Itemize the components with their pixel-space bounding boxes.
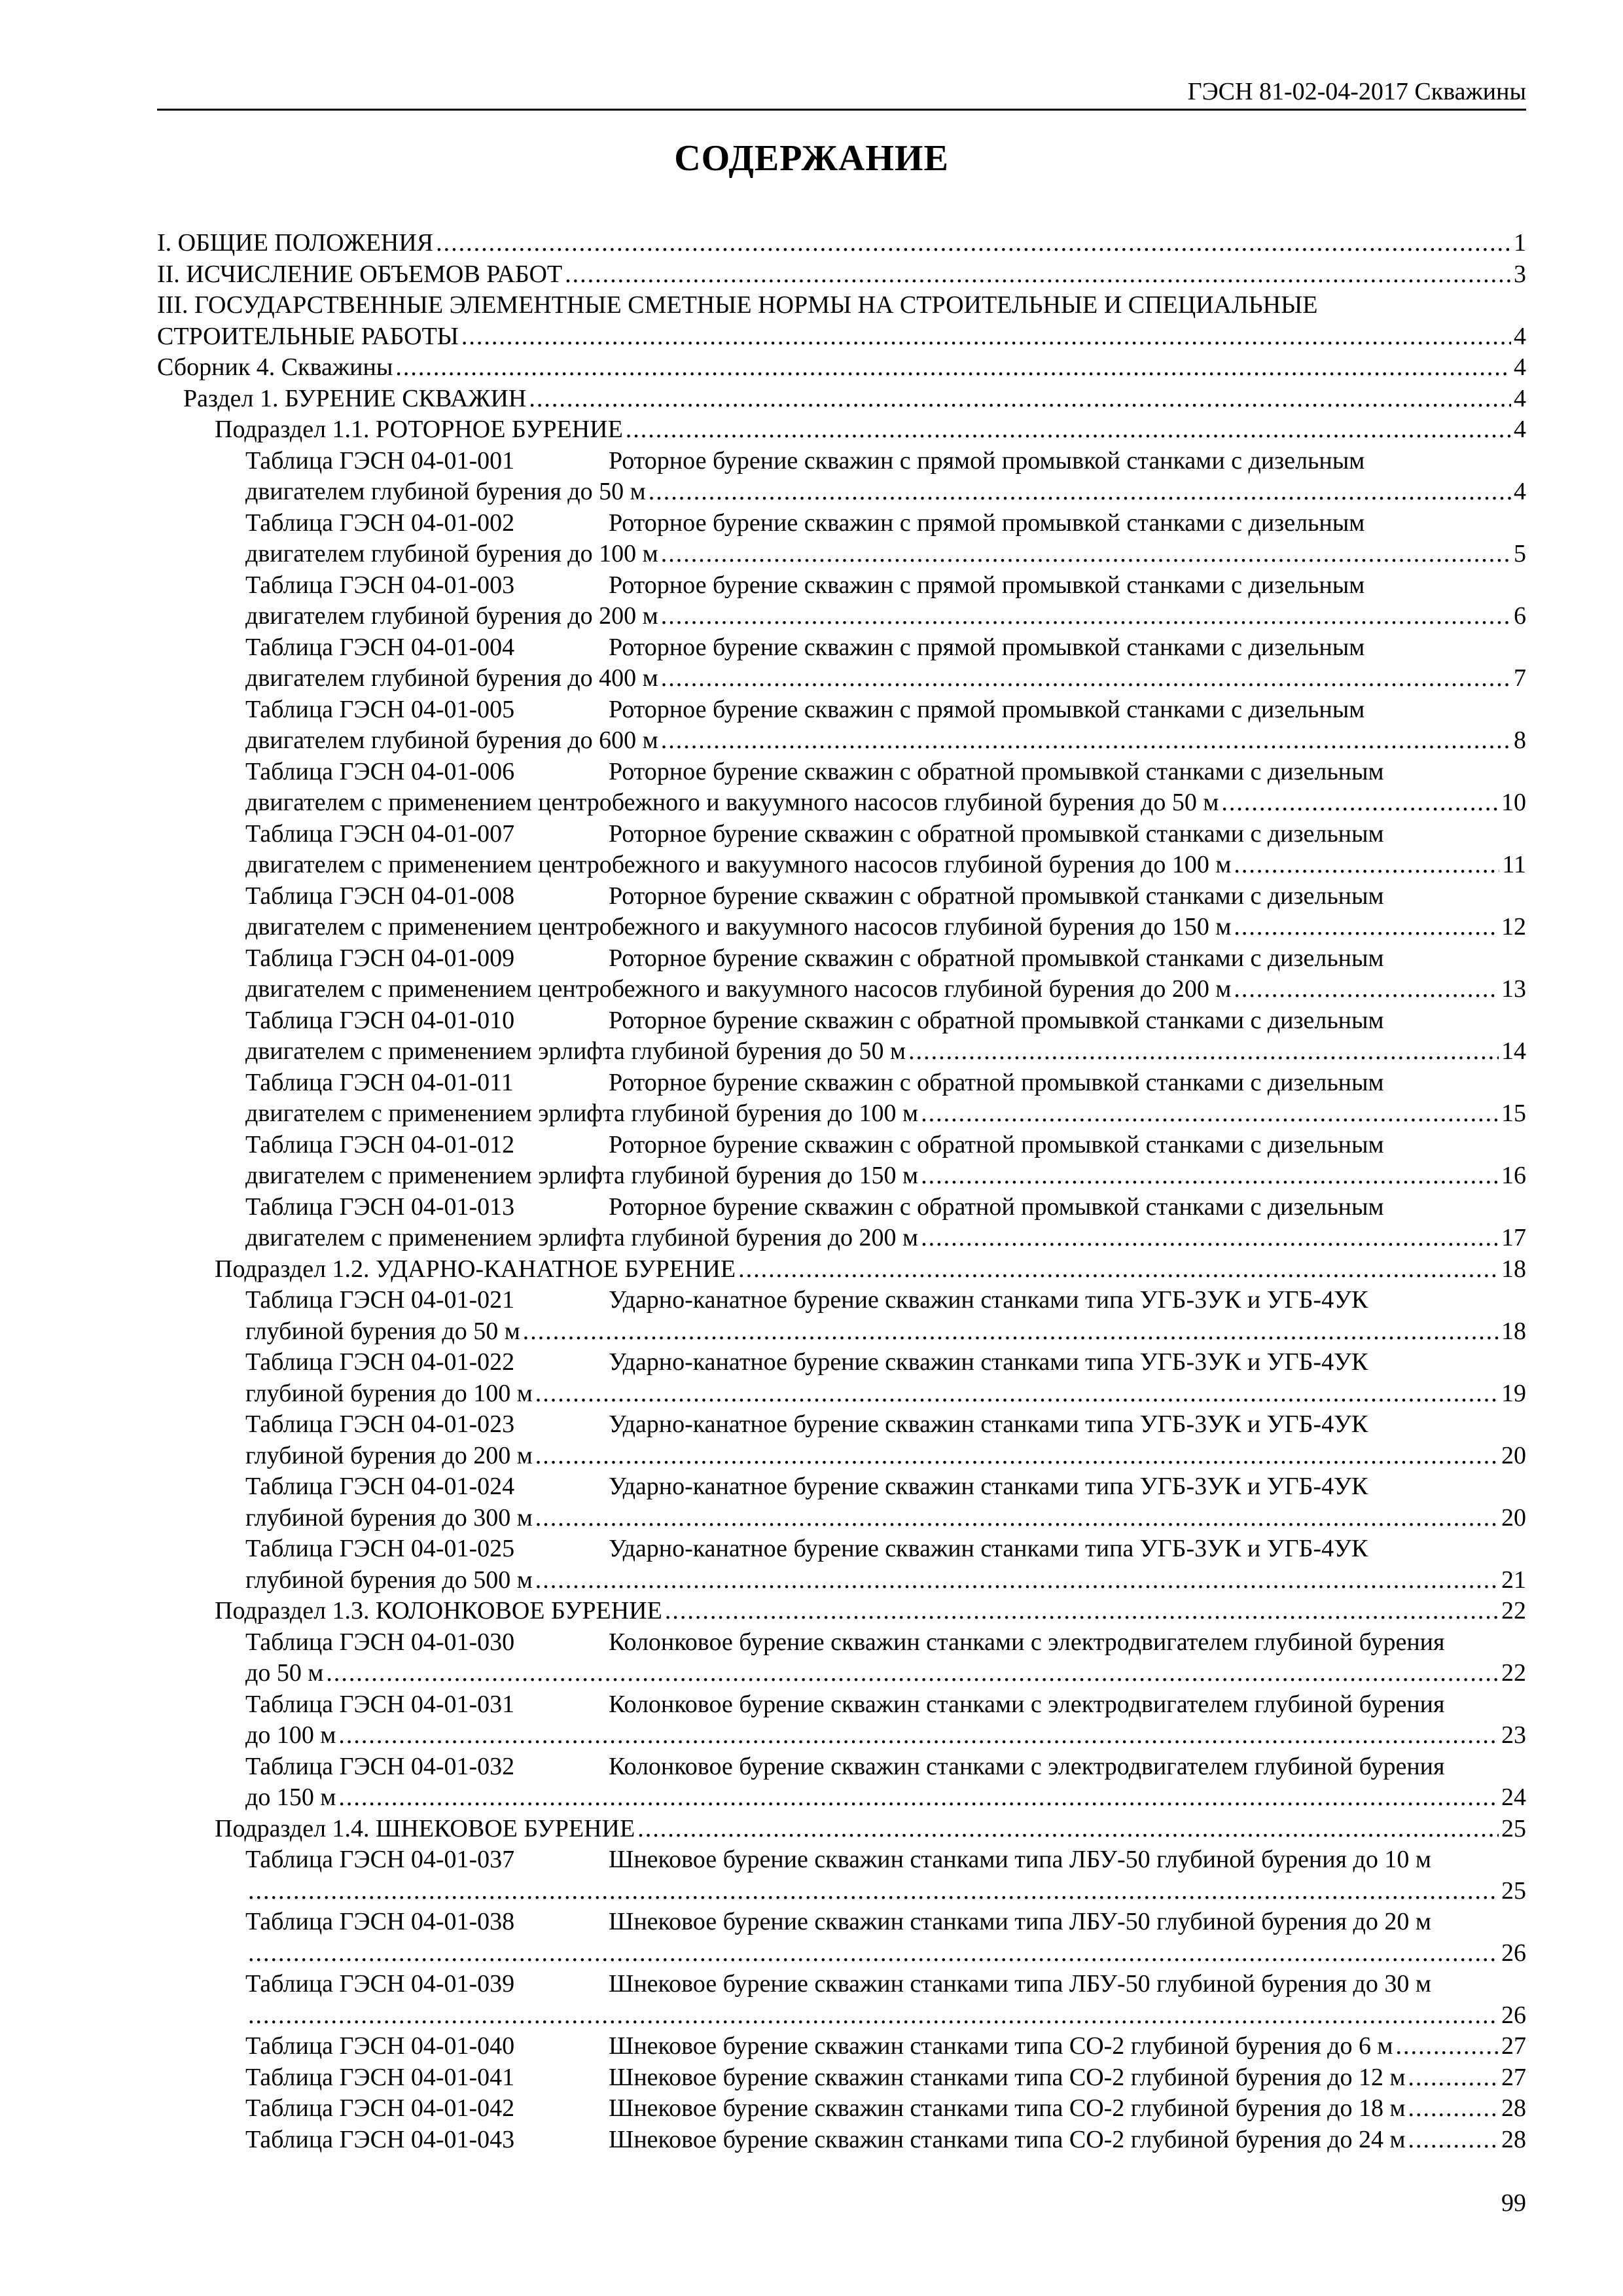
toc-row [245, 1658, 1526, 1689]
toc-page-number: 16 [1501, 1162, 1526, 1189]
toc-page-number: 11 [1502, 851, 1526, 878]
toc-entry-title [245, 1689, 1526, 1721]
table-of-contents [157, 228, 1526, 2155]
toc-entry-title [245, 1534, 1526, 1565]
dot-leader [661, 539, 1511, 570]
toc-entry-continuation: двигателем глубиной бурения до 100 м [245, 540, 658, 567]
dot-leader [248, 1938, 1499, 1969]
toc-entry-title [245, 2062, 1406, 2094]
toc-row [245, 1378, 1526, 1410]
toc-row [245, 787, 1526, 819]
toc-table-description: Роторное бурение скважин с обратной промывкой станками с дизельным [609, 1068, 1384, 1096]
dot-leader [1234, 912, 1499, 943]
toc-entry[interactable] [157, 757, 1526, 819]
toc-entry[interactable] [157, 1409, 1526, 1471]
toc-page-number: 18 [1501, 1317, 1526, 1345]
toc-entry-title [245, 1347, 1526, 1378]
toc-entry-continuation: двигателем с применением эрлифта глубиной бурения до 200 м [245, 1224, 919, 1251]
toc-entry[interactable] [157, 1130, 1526, 1192]
toc-table-code: Таблица ГЭСН 04-01-025 [245, 1535, 515, 1562]
toc-entry-title [245, 1471, 1526, 1503]
toc-table-description: Шнековое бурение скважин станками типа ЛБУ-50 глубиной бурения до 10 м [609, 1846, 1431, 1873]
toc-page-number: 18 [1501, 1255, 1526, 1283]
toc-entry-title: I. ОБЩИЕ ПОЛОЖЕНИЯ [157, 229, 434, 257]
toc-table-code: Таблица ГЭСН 04-01-003 [245, 571, 515, 599]
toc-table-code: Таблица ГЭСН 04-01-022 [245, 1348, 515, 1376]
toc-entry-title: III. ГОСУДАРСТВЕННЫЕ ЭЛЕМЕНТНЫЕ СМЕТНЫЕ НОРМЫ НА СТРОИТЕЛЬНЫЕ И СПЕЦИАЛЬНЫЕ [157, 291, 1318, 319]
toc-entry-continuation: двигателем с применением центробежного и вакуумного насосов глубиной бурения до 200 м [245, 975, 1232, 1003]
toc-entry[interactable] [157, 352, 1526, 384]
toc-table-code: Таблица ГЭСН 04-01-007 [245, 819, 515, 848]
toc-row [215, 1596, 1526, 1627]
toc-page-number: 4 [1514, 384, 1526, 412]
toc-table-description: Шнековое бурение скважин станками типа ЛБУ-50 глубиной бурения до 30 м [609, 1970, 1431, 1998]
toc-entry-title [245, 1627, 1526, 1659]
toc-entry[interactable] [157, 1471, 1526, 1534]
toc-entry-title [245, 757, 1526, 788]
toc-page-number: 28 [1501, 2125, 1526, 2153]
toc-table-description: Ударно-канатное бурение скважин станками типа УГБ-3УК и УГБ-4УК [609, 1286, 1368, 1314]
toc-page-number: 25 [1501, 1814, 1526, 1842]
toc-table-code: Таблица ГЭСН 04-01-032 [245, 1752, 515, 1780]
toc-entry-title: Сборник 4. Скважины [157, 353, 393, 381]
toc-entry[interactable] [157, 1192, 1526, 1254]
toc-entry-title [245, 2031, 1393, 2062]
toc-row [245, 1316, 1526, 1348]
page-title: СОДЕРЖАНИЕ [674, 138, 949, 179]
toc-entry-title [245, 943, 1526, 975]
toc-table-code: Таблица ГЭСН 04-01-024 [245, 1473, 515, 1500]
toc-entry[interactable] [157, 384, 1526, 415]
toc-entry-title [245, 881, 1526, 912]
toc-table-code: Таблица ГЭСН 04-01-021 [245, 1286, 515, 1314]
toc-row [245, 601, 1526, 632]
toc-row [215, 1254, 1526, 1285]
toc-entry[interactable] [157, 1347, 1526, 1409]
toc-entry[interactable] [157, 1005, 1526, 1067]
toc-entry-continuation: до 150 м [245, 1784, 336, 1811]
header-title: ГЭСН 81-02-04-2017 Скважины [1187, 78, 1526, 105]
toc-row [183, 384, 1526, 415]
toc-entry[interactable] [157, 1969, 1526, 2031]
toc-table-description: Ударно-канатное бурение скважин станками типа УГБ-3УК и УГБ-4УК [609, 1348, 1368, 1376]
dot-leader [535, 1565, 1499, 1596]
toc-row [245, 974, 1526, 1005]
toc-entry[interactable] [157, 2062, 1526, 2094]
toc-entry-title [245, 446, 1526, 477]
toc-row [245, 725, 1526, 757]
toc-entry-title [245, 2125, 1406, 2156]
dot-leader [649, 476, 1511, 508]
toc-page-number: 5 [1514, 540, 1526, 567]
toc-entry-continuation: до 100 м [245, 1721, 336, 1749]
toc-row [245, 476, 1526, 508]
toc-entry-continuation: двигателем с применением эрлифта глубиной бурения до 100 м [245, 1100, 919, 1127]
toc-entry-continuation: двигателем с применением эрлифта глубиной бурения до 150 м [245, 1162, 919, 1189]
toc-page-number: 27 [1501, 2032, 1526, 2060]
dot-leader [523, 1316, 1499, 1348]
dot-leader [921, 1223, 1499, 1254]
toc-page-number: 22 [1501, 1659, 1526, 1687]
toc-entry[interactable] [157, 1907, 1526, 1969]
toc-table-code: Таблица ГЭСН 04-01-006 [245, 757, 515, 785]
running-header [157, 76, 1526, 111]
toc-page-number: 14 [1501, 1037, 1526, 1065]
dot-leader [661, 663, 1511, 694]
toc-table-description: Колонковое бурение скважин станками с электродвигателем глубиной бурения [609, 1628, 1445, 1656]
toc-entry-title [245, 1907, 1526, 1938]
toc-entry-title [245, 1751, 1526, 1783]
toc-entry-continuation: двигателем с применением центробежного и вакуумного насосов глубиной бурения до 50 м [245, 789, 1219, 816]
toc-table-description: Роторное бурение скважин с прямой промывкой станками с дизельным [609, 633, 1365, 661]
toc-entry[interactable] [157, 1814, 1526, 1845]
toc-table-code: Таблица ГЭСН 04-01-038 [245, 1908, 515, 1935]
toc-page-number: 26 [1501, 2001, 1526, 2029]
toc-entry[interactable] [157, 1844, 1526, 1907]
toc-page-number: 1 [1514, 229, 1526, 257]
toc-entry-continuation: глубиной бурения до 100 м [245, 1379, 533, 1407]
toc-page-number: 4 [1514, 416, 1526, 443]
dot-leader [395, 352, 1511, 384]
dot-leader [1221, 787, 1499, 819]
dot-leader [637, 1814, 1499, 1845]
toc-entry-title [245, 1067, 1526, 1099]
toc-entry-title [245, 1130, 1526, 1161]
toc-entry-title [245, 819, 1526, 850]
dot-leader [338, 1720, 1499, 1751]
toc-table-description: Шнековое бурение скважин станками типа СО-2 глубиной бурения до 6 м [609, 2032, 1393, 2060]
toc-entry-title: Подраздел 1.4. ШНЕКОВОЕ БУРЕНИЕ [215, 1814, 635, 1842]
dot-leader [1396, 2031, 1499, 2062]
toc-entry-title [245, 1409, 1526, 1441]
toc-row [245, 1223, 1526, 1254]
toc-page-number: 8 [1514, 726, 1526, 754]
toc-table-code: Таблица ГЭСН 04-01-001 [245, 446, 515, 475]
toc-row [245, 2125, 1526, 2156]
toc-table-description: Роторное бурение скважин с обратной промывкой станками с дизельным [609, 1193, 1384, 1221]
toc-page-number: 25 [1501, 1876, 1526, 1905]
toc-entry[interactable] [157, 1067, 1526, 1130]
toc-table-code: Таблица ГЭСН 04-01-005 [245, 695, 515, 723]
dot-leader [908, 1036, 1499, 1067]
toc-entry-title [245, 1844, 1526, 1876]
toc-table-code: Таблица ГЭСН 04-01-043 [245, 2125, 515, 2153]
toc-entry-continuation: двигателем глубиной бурения до 200 м [245, 602, 658, 630]
toc-row [245, 1720, 1526, 1751]
dot-leader [1408, 2062, 1499, 2094]
toc-row [245, 663, 1526, 694]
toc-page-number: 15 [1501, 1100, 1526, 1127]
toc-entry[interactable] [157, 1689, 1526, 1751]
toc-entry[interactable] [157, 1285, 1526, 1347]
toc-table-description: Шнековое бурение скважин станками типа СО-2 глубиной бурения до 12 м [609, 2063, 1406, 2091]
toc-row [245, 1782, 1526, 1814]
toc-entry[interactable] [157, 259, 1526, 291]
dot-leader [338, 1782, 1499, 1814]
toc-entry-title: II. ИСЧИСЛЕНИЕ ОБЪЕМОВ РАБОТ [157, 260, 563, 288]
toc-page-number: 4 [1514, 478, 1526, 505]
toc-entry[interactable] [157, 1596, 1526, 1627]
toc-table-description: Роторное бурение скважин с прямой промывкой станками с дизельным [609, 509, 1365, 537]
toc-table-description: Роторное бурение скважин с обратной промывкой станками с дизельным [609, 757, 1384, 785]
toc-row [245, 1036, 1526, 1067]
toc-entry[interactable] [157, 228, 1526, 259]
toc-table-code: Таблица ГЭСН 04-01-039 [245, 1970, 515, 1998]
toc-entry-continuation: двигателем с применением эрлифта глубиной бурения до 50 м [245, 1037, 906, 1065]
toc-table-description: Роторное бурение скважин с обратной промывкой станками с дизельным [609, 882, 1384, 910]
toc-entry-continuation: до 50 м [245, 1659, 324, 1687]
dot-leader [921, 1160, 1499, 1192]
toc-row [245, 1160, 1526, 1192]
toc-table-description: Колонковое бурение скважин станками с электродвигателем глубиной бурения [609, 1690, 1445, 1718]
toc-entry-title [245, 1005, 1526, 1037]
toc-table-code: Таблица ГЭСН 04-01-030 [245, 1628, 515, 1656]
toc-page-number: 22 [1501, 1597, 1526, 1624]
toc-row [245, 1565, 1526, 1596]
toc-page-number: 26 [1501, 1939, 1526, 1967]
toc-entry-continuation: глубиной бурения до 200 м [245, 1441, 533, 1469]
dot-leader [661, 601, 1511, 632]
toc-table-description: Шнековое бурение скважин станками типа СО-2 глубиной бурения до 24 м [609, 2125, 1406, 2153]
toc-page-number: 28 [1501, 2094, 1526, 2122]
toc-table-description: Шнековое бурение скважин станками типа СО-2 глубиной бурения до 18 м [609, 2094, 1406, 2122]
toc-entry[interactable] [157, 694, 1526, 757]
toc-entry-title: Подраздел 1.2. УДАРНО-КАНАТНОЕ БУРЕНИЕ [215, 1255, 736, 1283]
toc-entry-continuation: СТРОИТЕЛЬНЫЕ РАБОТЫ [157, 322, 459, 350]
dot-leader [535, 1378, 1499, 1410]
toc-entry[interactable] [157, 1534, 1526, 1596]
toc-table-code: Таблица ГЭСН 04-01-012 [245, 1130, 515, 1158]
toc-row [215, 1814, 1526, 1845]
toc-page-number: 6 [1514, 602, 1526, 630]
toc-entry[interactable] [157, 881, 1526, 943]
toc-entry-title [245, 570, 1526, 601]
toc-entry[interactable] [157, 2031, 1526, 2062]
toc-row [215, 414, 1526, 446]
toc-table-description: Роторное бурение скважин с прямой промывкой станками с дизельным [609, 695, 1365, 723]
toc-entry-continuation: двигателем с применением центробежного и вакуумного насосов глубиной бурения до 150 м [245, 913, 1232, 941]
toc-entry-continuation: глубиной бурения до 300 м [245, 1503, 533, 1532]
toc-row [245, 1441, 1526, 1472]
toc-row [157, 352, 1526, 384]
toc-entry-title [245, 632, 1526, 664]
toc-entry[interactable] [157, 508, 1526, 570]
dot-leader [535, 1441, 1499, 1472]
toc-row [245, 1938, 1526, 1969]
toc-entry-title: Подраздел 1.1. РОТОРНОЕ БУРЕНИЕ [215, 416, 623, 443]
toc-entry-continuation: глубиной бурения до 50 м [245, 1317, 520, 1345]
toc-table-description: Роторное бурение скважин с прямой промывкой станками с дизельным [609, 446, 1365, 475]
dot-leader [461, 321, 1511, 353]
toc-entry-continuation: двигателем глубиной бурения до 50 м [245, 478, 646, 505]
toc-row [245, 1098, 1526, 1130]
toc-row [245, 1503, 1526, 1534]
toc-page-number: 12 [1501, 913, 1526, 941]
dot-leader [1408, 2093, 1499, 2125]
toc-page-number: 20 [1501, 1503, 1526, 1532]
toc-row [245, 2062, 1526, 2094]
dot-leader [248, 2000, 1499, 2032]
toc-entry[interactable] [157, 1627, 1526, 1689]
toc-row [245, 539, 1526, 570]
toc-page-number: 4 [1514, 322, 1526, 350]
dot-leader [661, 725, 1511, 757]
toc-table-code: Таблица ГЭСН 04-01-004 [245, 633, 515, 661]
dot-leader [1234, 850, 1499, 881]
toc-table-description: Шнековое бурение скважин станками типа ЛБУ-50 глубиной бурения до 20 м [609, 1908, 1431, 1935]
toc-page-number: 20 [1501, 1441, 1526, 1469]
toc-table-code: Таблица ГЭСН 04-01-008 [245, 882, 515, 910]
toc-page-number: 13 [1501, 975, 1526, 1003]
toc-entry[interactable] [157, 2093, 1526, 2125]
toc-page-number: 21 [1501, 1566, 1526, 1594]
toc-table-description: Роторное бурение скважин с обратной промывкой станками с дизельным [609, 944, 1384, 972]
toc-page-number: 24 [1501, 1784, 1526, 1811]
toc-table-description: Ударно-канатное бурение скважин станками типа УГБ-3УК и УГБ-4УК [609, 1473, 1368, 1500]
dot-leader [535, 1503, 1499, 1534]
toc-table-description: Колонковое бурение скважин станками с электродвигателем глубиной бурения [609, 1752, 1445, 1780]
toc-row [245, 2031, 1526, 2062]
toc-row [245, 2093, 1526, 2125]
dot-leader [626, 414, 1511, 446]
toc-page-number: 3 [1514, 260, 1526, 288]
toc-entry[interactable] [157, 290, 1526, 352]
toc-entry[interactable] [157, 570, 1526, 632]
toc-entry[interactable] [157, 1254, 1526, 1285]
toc-table-code: Таблица ГЭСН 04-01-031 [245, 1690, 515, 1718]
toc-table-code: Таблица ГЭСН 04-01-023 [245, 1410, 515, 1438]
toc-page-number: 7 [1514, 664, 1526, 692]
toc-page-number: 10 [1501, 789, 1526, 816]
toc-row [245, 912, 1526, 943]
toc-entry-title: Подраздел 1.3. КОЛОНКОВОЕ БУРЕНИЕ [215, 1597, 662, 1624]
toc-table-description: Роторное бурение скважин с обратной промывкой станками с дизельным [609, 1006, 1384, 1034]
dot-leader [738, 1254, 1499, 1285]
toc-table-code: Таблица ГЭСН 04-01-013 [245, 1193, 515, 1221]
toc-entry-title [245, 2093, 1406, 2125]
toc-entry-title [245, 1192, 1526, 1223]
toc-row [157, 228, 1526, 259]
page-number: 99 [1501, 2189, 1526, 2217]
dot-leader [248, 1876, 1499, 1907]
toc-entry-continuation: двигателем глубиной бурения до 400 м [245, 664, 658, 692]
dot-leader [436, 228, 1511, 259]
toc-table-code: Таблица ГЭСН 04-01-037 [245, 1846, 515, 1873]
toc-table-description: Роторное бурение скважин с прямой промывкой станками с дизельным [609, 571, 1365, 599]
dot-leader [921, 1098, 1499, 1130]
toc-row [245, 2000, 1526, 2032]
toc-entry[interactable] [157, 632, 1526, 694]
toc-entry-title [245, 694, 1526, 726]
dot-leader [1234, 974, 1499, 1005]
dot-leader [665, 1596, 1499, 1627]
toc-entry-continuation: двигателем глубиной бурения до 600 м [245, 726, 658, 754]
toc-entry-title [245, 1285, 1526, 1316]
toc-page-number: 17 [1501, 1224, 1526, 1251]
toc-table-code: Таблица ГЭСН 04-01-009 [245, 944, 515, 972]
toc-table-description: Роторное бурение скважин с обратной промывкой станками с дизельным [609, 819, 1384, 848]
toc-entry-continuation: глубиной бурения до 500 м [245, 1566, 533, 1594]
toc-table-code: Таблица ГЭСН 04-01-010 [245, 1006, 515, 1034]
toc-page-number: 4 [1514, 353, 1526, 381]
toc-table-code: Таблица ГЭСН 04-01-042 [245, 2094, 515, 2122]
toc-entry[interactable] [157, 819, 1526, 881]
toc-entry[interactable] [157, 2125, 1526, 2156]
toc-table-code: Таблица ГЭСН 04-01-040 [245, 2032, 515, 2060]
dot-leader [326, 1658, 1499, 1689]
toc-row [157, 259, 1526, 291]
toc-entry-continuation: двигателем с применением центробежного и вакуумного насосов глубиной бурения до 100 м [245, 851, 1232, 878]
dot-leader [565, 259, 1511, 291]
toc-entry[interactable] [157, 1751, 1526, 1814]
toc-entry-title [245, 1969, 1526, 2000]
toc-page-number: 23 [1501, 1721, 1526, 1749]
toc-page-number: 27 [1501, 2063, 1526, 2091]
toc-table-description: Ударно-канатное бурение скважин станками типа УГБ-3УК и УГБ-4УК [609, 1535, 1368, 1562]
toc-table-code: Таблица ГЭСН 04-01-041 [245, 2063, 515, 2091]
toc-table-code: Таблица ГЭСН 04-01-002 [245, 509, 515, 537]
dot-leader [1408, 2125, 1499, 2156]
toc-entry-title: Раздел 1. БУРЕНИЕ СКВАЖИН [183, 384, 527, 412]
toc-table-code: Таблица ГЭСН 04-01-011 [245, 1068, 514, 1096]
toc-entry[interactable] [157, 446, 1526, 508]
toc-entry[interactable] [157, 943, 1526, 1005]
toc-page-number: 19 [1501, 1379, 1526, 1407]
toc-table-description: Роторное бурение скважин с обратной промывкой станками с дизельным [609, 1130, 1384, 1158]
toc-entry-title [245, 508, 1526, 539]
toc-entry[interactable] [157, 414, 1526, 446]
toc-table-description: Ударно-канатное бурение скважин станками типа УГБ-3УК и УГБ-4УК [609, 1410, 1368, 1438]
dot-leader [529, 384, 1511, 415]
toc-row [245, 1876, 1526, 1907]
toc-row [245, 850, 1526, 881]
toc-row [157, 321, 1526, 353]
